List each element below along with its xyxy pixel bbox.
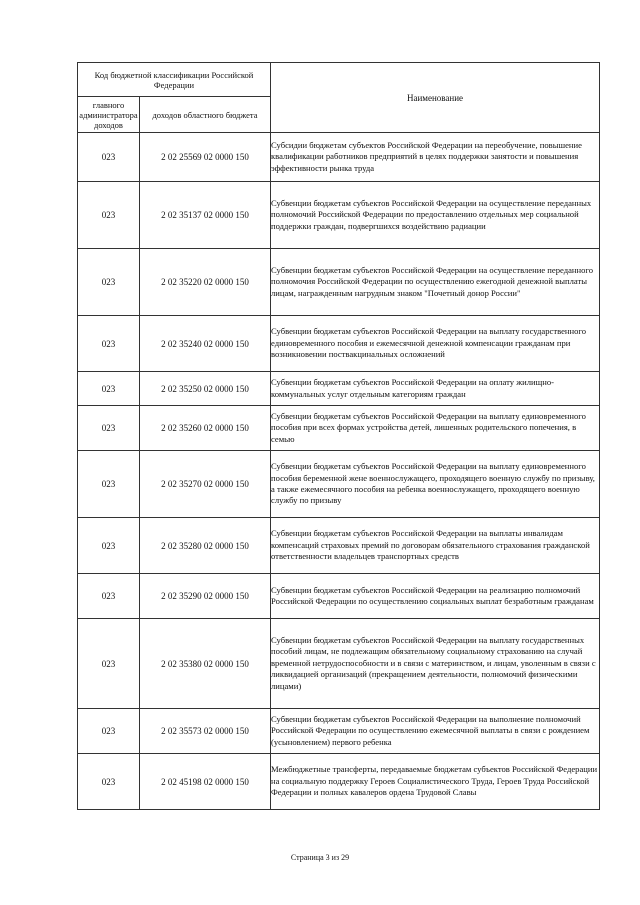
cell-budget-code: 2 02 35380 02 0000 150 [140,619,271,709]
cell-admin-code: 023 [78,451,140,518]
cell-name: Субсидии бюджетам субъектов Российской Федерации на переобучение, повышение квалификации работников предприятий в целях поддержки занятости и повышения эффективности рынка труда [271,133,600,182]
table-header [78,63,600,133]
cell-name: Субвенции бюджетам субъектов Российской Федерации на осуществление переданных полномочий Российской Федерации по предоставлению отдельных мер социальной поддержки граждан, подвергшихся воздействию радиации [271,182,600,249]
cell-admin-code: 023 [78,619,140,709]
cell-name: Субвенции бюджетам субъектов Российской Федерации на выплату государственных пособий лицам, не подлежащим обязательному социальному страхованию на случай временной нетрудоспособности и в связи с материнством, и лицам, уволенным в связи с ликвидацией организаций (прекращением деятельности, полномочий физическими лицами) [271,619,600,709]
cell-name: Субвенции бюджетам субъектов Российской Федерации на выплату единовременного пособия при всех формах устройства детей, лишенных родительского попечения, в семью [271,406,600,451]
cell-budget-code: 2 02 45198 02 0000 150 [140,754,271,810]
cell-budget-code: 2 02 35240 02 0000 150 [140,316,271,372]
cell-admin-code: 023 [78,754,140,810]
cell-name: Субвенции бюджетам субъектов Российской Федерации на выплаты инвалидам компенсаций страховых премий по договорам обязательного страхования гражданской ответственности владельцев транспортных средств [271,518,600,574]
table-row [78,372,600,406]
cell-budget-code: 2 02 35137 02 0000 150 [140,182,271,249]
header-name: Наименование [271,63,600,133]
table-row [78,316,600,372]
cell-name: Субвенции бюджетам субъектов Российской Федерации на оплату жилищно-коммунальных услуг отдельным категориям граждан [271,372,600,406]
cell-budget-code: 2 02 35290 02 0000 150 [140,574,271,619]
table-row [78,133,600,182]
cell-budget-code: 2 02 35280 02 0000 150 [140,518,271,574]
cell-admin-code: 023 [78,316,140,372]
cell-budget-code: 2 02 35250 02 0000 150 [140,372,271,406]
cell-budget-code: 2 02 35573 02 0000 150 [140,709,271,754]
cell-admin-code: 023 [78,133,140,182]
table-row [78,451,600,518]
cell-budget-code: 2 02 35260 02 0000 150 [140,406,271,451]
table-row [78,518,600,574]
cell-name: Субвенции бюджетам субъектов Российской Федерации на реализацию полномочий Российской Федерации по осуществлению социальных выплат безработным гражданам [271,574,600,619]
table-row [78,406,600,451]
header-classification-code: Код бюджетной классификации Российской Федерации [78,63,271,97]
page-number: Страница 3 из 29 [290,853,350,862]
cell-name: Субвенции бюджетам субъектов Российской Федерации на выплату государственного единовременного пособия и ежемесячной денежной компенсации гражданам при возникновении поствакцинальных осложнений [271,316,600,372]
cell-name: Субвенции бюджетам субъектов Российской Федерации на выполнение полномочий Российской Федерации по осуществлению ежемесячной выплаты в связи с рождением (усыновлением) первого ребенка [271,709,600,754]
cell-admin-code: 023 [78,574,140,619]
table-body [78,133,600,810]
table-row [78,754,600,810]
budget-classification-table [77,62,600,810]
cell-budget-code: 2 02 35220 02 0000 150 [140,249,271,316]
header-main-administrator: главного администратора доходов [78,97,140,133]
table-row [78,574,600,619]
cell-budget-code: 2 02 35270 02 0000 150 [140,451,271,518]
cell-admin-code: 023 [78,709,140,754]
cell-admin-code: 023 [78,372,140,406]
cell-admin-code: 023 [78,518,140,574]
cell-name: Субвенции бюджетам субъектов Российской Федерации на выплату единовременного пособия беременной жене военнослужащего, проходящего военную службу по призыву, а также ежемесячного пособия на ребенка военнослужащего, проходящего военную службу по призыву [271,451,600,518]
cell-name: Межбюджетные трансферты, передаваемые бюджетам субъектов Российской Федерации на социальную поддержку Героев Социалистического Труда, Героев Труда Российской Федерации и полных кавалеров ордена Трудовой Славы [271,754,600,810]
cell-admin-code: 023 [78,406,140,451]
cell-name: Субвенции бюджетам субъектов Российской Федерации на осуществление переданного полномочия Российской Федерации по осуществлению ежегодной денежной выплаты лицам, награжденным нагрудным знаком "Почетный донор России" [271,249,600,316]
table-row [78,619,600,709]
table-row [78,249,600,316]
table-row [78,709,600,754]
header-regional-budget-income: доходов областного бюджета [140,97,271,133]
table-row [78,182,600,249]
cell-admin-code: 023 [78,249,140,316]
cell-admin-code: 023 [78,182,140,249]
cell-budget-code: 2 02 25569 02 0000 150 [140,133,271,182]
